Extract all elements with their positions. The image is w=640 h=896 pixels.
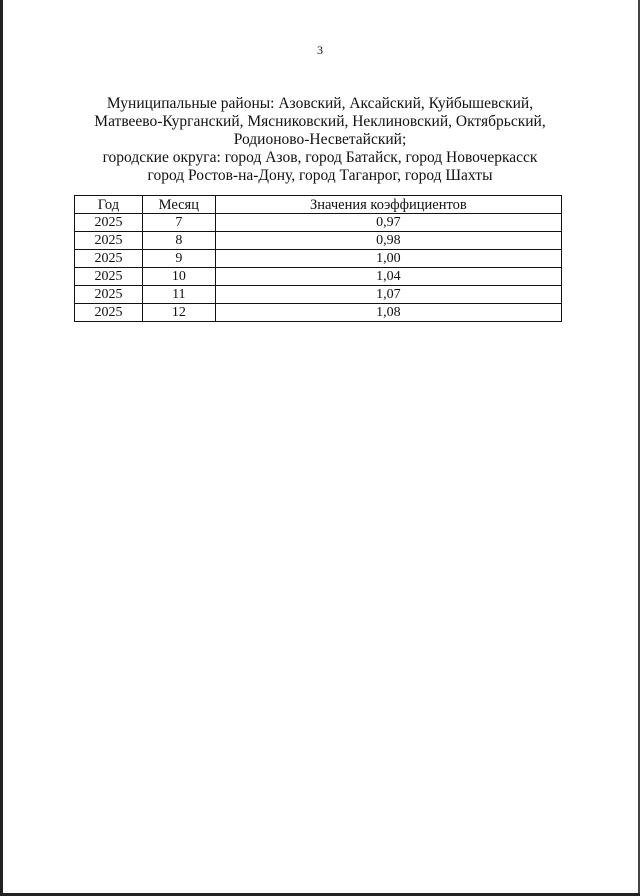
cell-year: 2025 [75,268,143,286]
cell-year: 2025 [75,214,143,232]
table-header-row [75,196,562,214]
cell-coefficient: 1,04 [215,268,561,286]
cell-month: 9 [142,250,215,268]
cell-year: 2025 [75,286,143,304]
cell-month: 12 [142,304,215,322]
heading-line: Родионово-Несветайский; [233,131,407,148]
table-row [75,268,562,286]
header-month: Месяц [142,196,215,214]
table-row [75,214,562,232]
cell-coefficient: 0,98 [215,232,561,250]
table-row [75,250,562,268]
table-row [75,304,562,322]
cell-month: 11 [142,286,215,304]
table-row [75,232,562,250]
scan-edge-left [0,0,3,896]
cell-coefficient: 0,97 [215,214,561,232]
cell-month: 10 [142,268,215,286]
cell-coefficient: 1,00 [215,250,561,268]
territory-heading [60,95,580,185]
heading-line: Матвеево-Курганский, Мясниковский, Неклиновский, Октябрьский, [94,113,546,130]
heading-line: город Ростов-на-Дону, город Таганрог, город Шахты [147,167,493,184]
cell-year: 2025 [75,304,143,322]
page-number: 3 [317,43,323,57]
table-row [75,286,562,304]
cell-month: 8 [142,232,215,250]
cell-coefficient: 1,08 [215,304,561,322]
heading-line: городские округа: город Азов, город Батайск, город Новочеркасск [102,149,538,166]
cell-year: 2025 [75,232,143,250]
cell-year: 2025 [75,250,143,268]
cell-coefficient: 1,07 [215,286,561,304]
header-coefficient: Значения коэффициентов [215,196,561,214]
heading-line: Муниципальные районы: Азовский, Аксайский, Куйбышевский, [106,95,534,112]
cell-month: 7 [142,214,215,232]
header-year: Год [75,196,143,214]
coefficients-table [74,195,562,322]
